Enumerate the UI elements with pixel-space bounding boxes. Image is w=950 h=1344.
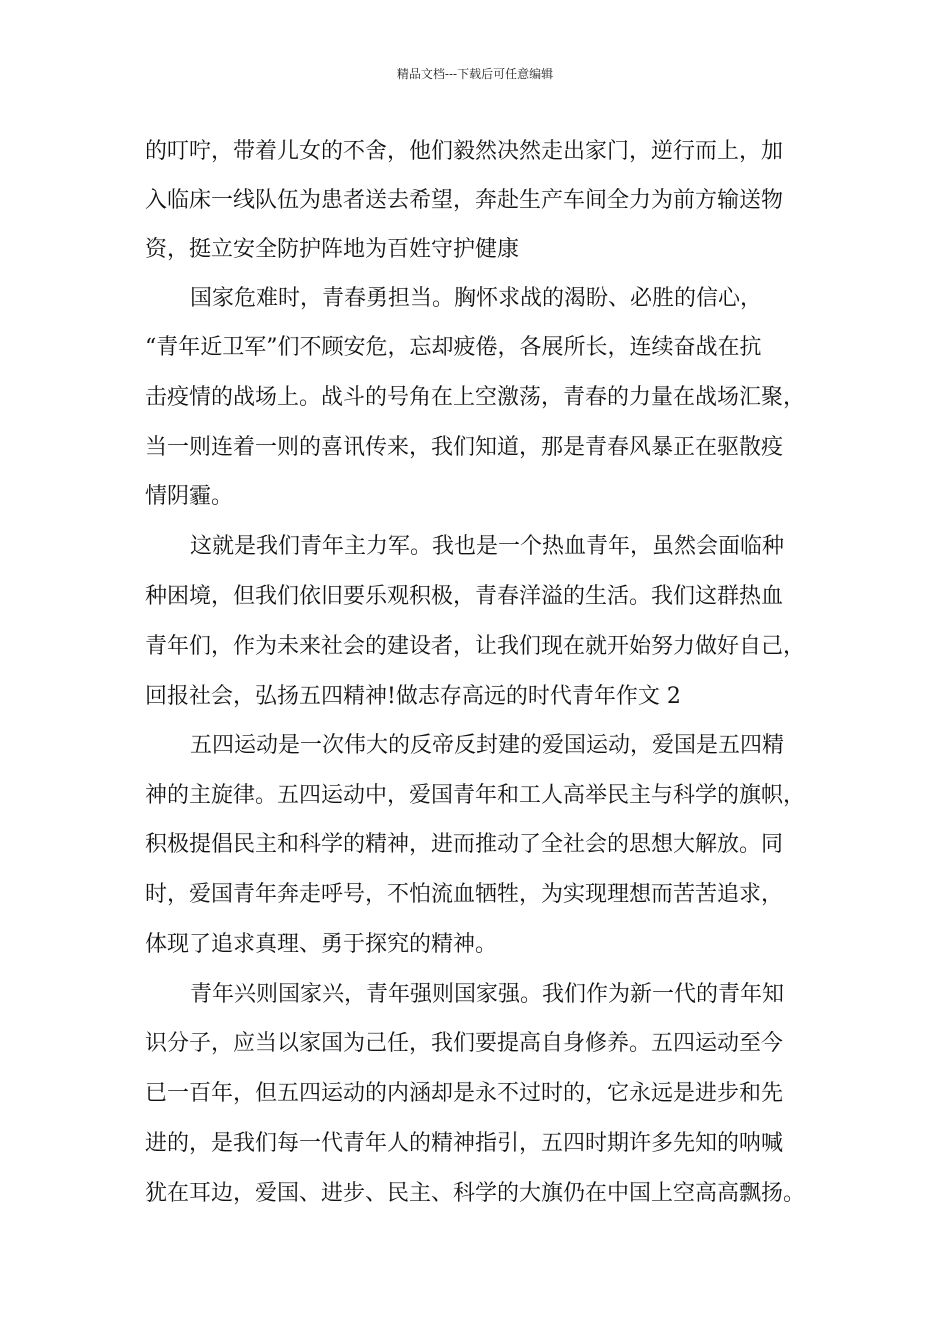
text-line: 犹在耳边，爱国、进步、民主、科学的大旗仍在中国上空高高飘扬。 [145,1181,806,1206]
text-line: “青年近卫军”们不顾安危，忘却疲倦，各展所长，连续奋战在抗 [145,335,762,360]
text-line: 这就是我们青年主力军。我也是一个热血青年，虽然会面临种 [190,534,785,559]
text-line: 积极提倡民主和科学的精神，进而推动了全社会的思想大解放。同 [145,832,784,857]
text-line: 回报社会，弘扬五四精神!做志存高远的时代青年作文 2 [145,684,681,709]
text-line: 青年们，作为未来社会的建设者，让我们现在就开始努力做好自己， [145,634,806,659]
text-line: 已一百年，但五四运动的内涵却是永不过时的，它永远是进步和先 [145,1081,784,1106]
text-line: 进的，是我们每一代青年人的精神指引，五四时期许多先知的呐喊 [145,1131,784,1156]
text-line: 时，爱国青年奔走呼号，不怕流血牺牲，为实现理想而苦苦追求， [145,882,784,907]
text-line: 青年兴则国家兴，青年强则国家强。我们作为新一代的青年知 [190,982,785,1007]
page-header: 精品文档---下载后可任意编辑 [396,67,554,81]
text-line: 击疫情的战场上。战斗的号角在上空激荡，青春的力量在战场汇聚， [145,385,806,410]
text-line: 神的主旋律。五四运动中，爱国青年和工人高举民主与科学的旗帜， [145,783,806,808]
text-line: 国家危难时，青春勇担当。胸怀求战的渴盼、必胜的信心， [190,286,763,311]
text-line: 识分子，应当以家国为己任，我们要提高自身修养。五四运动至今 [145,1031,784,1056]
text-line: 资，挺立安全防护阵地为百姓守护健康 [145,237,520,262]
text-line: 体现了追求真理、勇于探究的精神。 [145,932,498,957]
text-line: 情阴霾。 [145,484,234,509]
text-line: 五四运动是一次伟大的反帝反封建的爱国运动，爱国是五四精 [190,733,785,758]
text-line: 的叮咛，带着儿女的不舍，他们毅然决然走出家门，逆行而上，加 [145,139,784,164]
text-line: 种困境，但我们依旧要乐观积极，青春洋溢的生活。我们这群热血 [145,584,784,609]
text-line: 入临床一线队伍为患者送去希望，奔赴生产车间全力为前方输送物 [145,188,784,213]
text-line: 当一则连着一则的喜讯传来，我们知道，那是青春风暴正在驱散疫 [145,435,784,460]
